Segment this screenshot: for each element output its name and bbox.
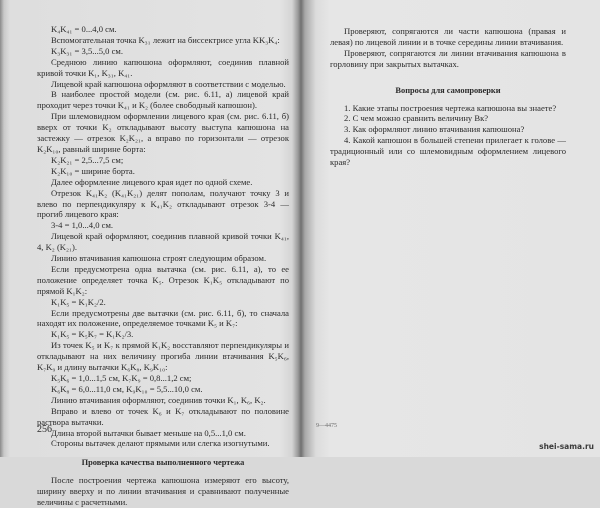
paragraph: K₁K₅ = K₅K₇ = K₁K₂/3. [51,329,134,340]
right-page [300,0,600,457]
question-item: 4. Какой капюшон в большей степени прилегает к голове — традиционный или со шлемовидным оформлением лицевого края? [330,135,566,168]
paragraph: Линию втачивания оформляют, соединив точки K₁, K₆, K₂. [51,394,266,405]
paragraph: K₂K₁₀ = ширине борта. [51,165,135,176]
paragraph: Проверяют, сопрягаются ли линии втачивания капюшона в горловину при закрытых вытачках. [330,47,566,69]
paragraph: Линию втачивания капюшона строят следующим образом. [51,253,267,264]
paragraph: Из точек K₅ и K₇ к прямой K₁K₂ восставляют перпендикуляры и откладывают на них величину прогиба линии втачивания K₅K₆, K₇K₉ и длину вытачки K₆K₈, K₉K₁₀: [37,340,289,373]
paragraph: Стороны вытачек делают прямыми или слегка изогнутыми. [51,438,270,449]
paragraph: Далее оформление лицевого края идет по одной схеме. [51,176,253,187]
paragraph: K₆K₈ = 6,0...11,0 см, K₉K₁₀ = 5,5...10,0 см. [51,383,203,394]
paragraph: Среднюю линию капюшона оформляют, соединив плавной кривой точки K₁, K₃₁, K₄₁. [37,56,289,78]
paragraph: K₄K₄₁ = 0...4,0 см. [51,24,117,34]
printer-signature: 9—4475 [316,423,337,429]
paragraph: Лицевой край оформляют, соединив плавной кривой точки K₄₁, 4, K₂ (K₂₁). [37,231,289,253]
paragraph: Отрезок K₄₁K₂ (K₄₁K₂₁) делят пополам, получают точку 3 и влево по перпендикуляру к K₄₁K₂ откладывают отрезок 3-4 — прогиб лицевого края: [37,187,289,220]
paragraph: K₅K₆ = 1,0...1,5 см, K₇K₉ = 0,8...1,2 см; [51,373,192,383]
paragraph: В наиболее простой модели (см. рис. 6.11, а) лицевой край проходит через точки K₄₁ и K₂ (более свободный капюшон). [37,89,289,111]
paragraph: 3-4 = 1,0...4,0 см. [51,220,114,231]
paragraph: Вспомогательная точка K₃₁ лежит на биссектрисе угла KK₃K₄: [51,34,280,45]
question-item: 3. Как оформляют линию втачивания капюшона? [344,124,525,135]
watermark: shei-sama.ru [539,442,594,451]
paragraph: K₁K₅ = K₁K₂/2. [51,296,106,307]
left-page-text [37,24,289,508]
question-item: 1. Какие этапы построения чертежа капюшона вы знаете? [344,102,557,113]
question-item: 2. С чем можно сравнить величину Bк? [344,113,489,124]
paragraph: Проверяют, сопрягаются ли части капюшона (правая и левая) по лицевой линии и в точке середины линии втачивания. [330,26,566,47]
paragraph: Вправо и влево от точек K₆ и K₇ откладывают по половине раствора вытачки. [37,405,289,427]
paragraph: K₃K₃₁ = 3,5...5,0 см. [51,45,124,56]
paragraph: Длина второй вытачки бывает меньше на 0,5...1,0 см. [51,427,246,438]
paragraph: При шлемовидном оформлении лицевого края (см. рис. 6.11, б) вверх от точки K₂ откладывают высоту выступа капюшона на застежку — отрезок K₂K₂₁, а вправо по горизонтали — отрезок K₂K₁₀, равный ширине борта: [37,111,289,154]
paragraph: После построения чертежа капюшона измеряют его высоту, ширину вверху и по линии втачивания и сравнивают полученные величины с расчетными. [37,475,289,508]
right-page-text [330,26,566,168]
section-heading: Вопросы для самопроверки [395,85,501,95]
paragraph: Если предусмотрены две вытачки (см. рис. 6.11, б), то сначала находят их положение, определяемое точками K₅ и K₇: [37,307,289,329]
page-number: 256 [37,424,52,435]
paragraph: Если предусмотрена одна вытачка (см. рис. 6.11, а), то ее положение определяет точка K₅. Отрезок K₁K₅ откладывают по прямой K₁K₂: [37,263,289,296]
paragraph: Лицевой край капюшона оформляют в соответствии с моделью. [51,78,286,89]
section-heading: Проверка качества выполненного чертежа [81,458,245,468]
paragraph: K₂K₂₁ = 2,5...7,5 см; [51,154,124,165]
